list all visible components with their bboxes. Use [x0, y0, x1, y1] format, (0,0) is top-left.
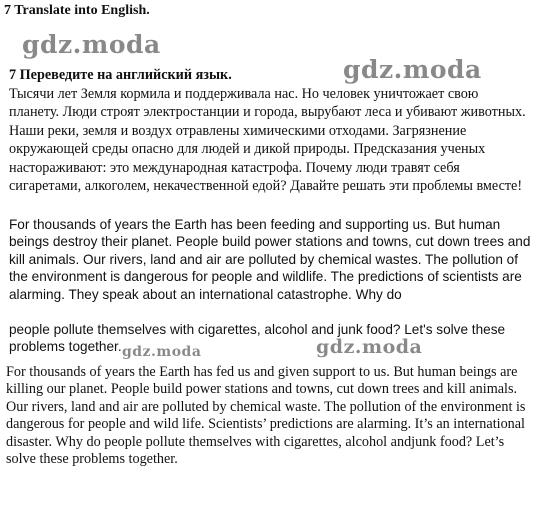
- watermark-logo: gdz.moda: [316, 336, 423, 358]
- answer-paragraph-one-continued: people pollute themselves with cigarettes, alcohol and junk food? Let's solve these problems together.: [9, 322, 506, 355]
- answer-paragraph-one: For thousands of years the Earth has been feeding and supporting us. But human beings destroy their planet. People build power stations and towns, cut down trees and kill animals. Our rivers, land and air are polluted by chemical wastes. The pollution of the environment is dangerous for people and wildlife. The predictions of scientists are alarming. They speak about an international catastrophe. Why do: [9, 217, 531, 302]
- russian-task-block: [9, 66, 529, 196]
- exercise-heading: 7 Translate into English.: [4, 3, 150, 18]
- russian-task-text: Тысячи лет Земля кормила и поддерживала нас. Но человек уничтожает свою планету. Люди строят электростанции и города, вырубают леса и убивают животных. Наши реки, земля и воздух отравлены химическими отходами. Загрязнение окружающей среды опасно для людей и дикой природы. Предсказания ученых настораживают: это международная катастрофа. Почему люди травят себя сигаретами, алкоголем, некачественной едой? Давайте решать эти проблемы вместе!: [9, 85, 526, 194]
- watermark-logo: gdz.moda: [343, 55, 482, 84]
- watermark-logo: gdz.moda: [22, 30, 161, 59]
- answer-paragraph-two: For thousands of years the Earth has fed us and given support to us. But human beings are killing our planet. People build power stations and towns, cut down trees and kill animals. Our rivers, land and air are polluted by chemical waste. The pollution of the environment is dangerous for people and wild life. Scientists’ predictions are alarming. It’s an international disaster. Why do people pollute themselves with cigarettes, alcohol andjunk food? Let’s solve these problems together.: [6, 364, 526, 468]
- russian-task-heading: 7 Переведите на английский язык.: [9, 67, 232, 83]
- watermark-logo: gdz.moda: [122, 344, 202, 360]
